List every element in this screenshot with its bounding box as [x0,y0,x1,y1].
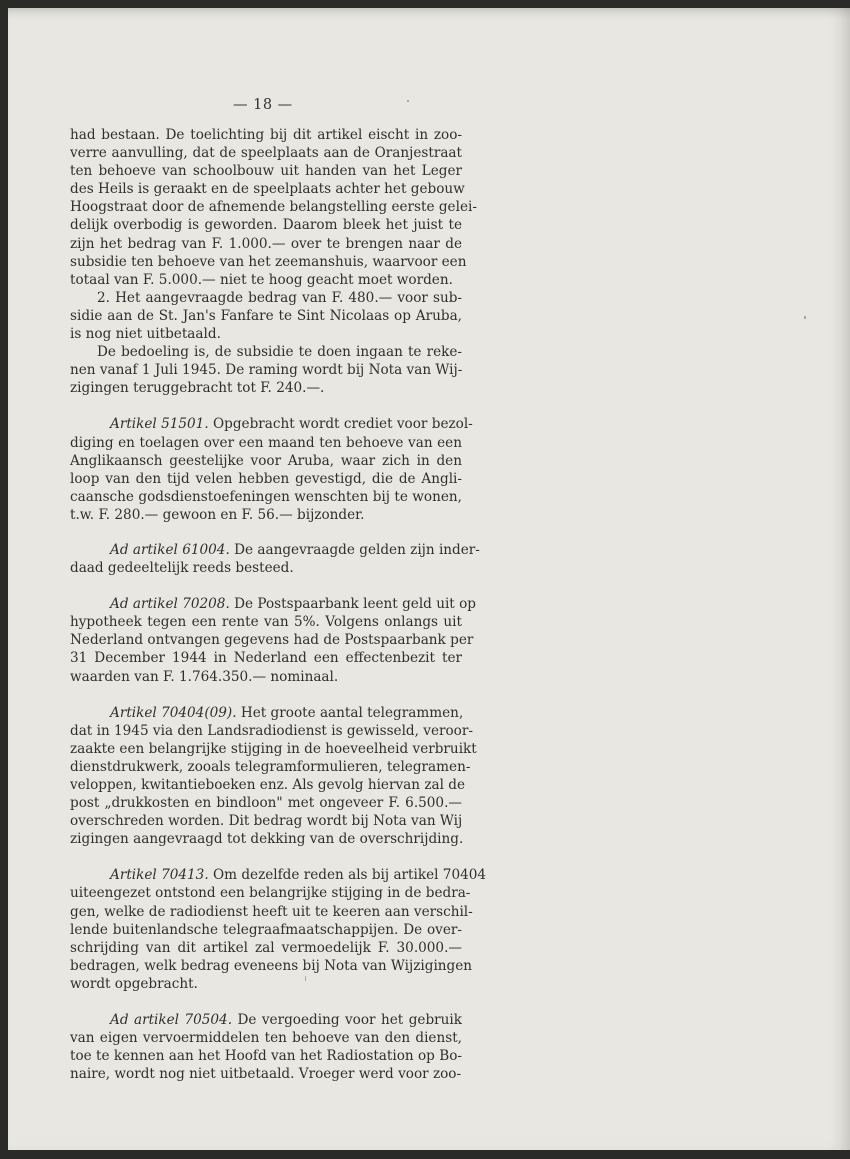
text-line: sidie aan de St. Jan's Fanfare te Sint Nicolaas op Aruba, [70,307,462,324]
text-line: dat in 1945 via den Landsradiodienst is gewisseld, veroor- [70,722,473,739]
section-lead: De vergoeding voor het gebruik [237,1012,462,1029]
text-line: 31 December 1944 in Nederland een effectenbezit ter [70,650,462,667]
text-line: lende buitenlandsche telegraafmaatschappijen. De over- [70,921,462,938]
text-line: van eigen vervoermiddelen ten behoeve van den dienst, [70,1030,462,1047]
text-line: dienstdrukwerk, zooals telegramformulieren, telegramen- [70,758,471,775]
section-ad-artikel-70504 [70,1011,462,1083]
section-title: Artikel 51501. [110,416,209,433]
text-line: 2. Het aangevraagde bedrag van F. 480.— voor sub- [97,289,462,306]
paper-speck [804,316,806,319]
text-line: bedragen, welk bedrag eveneens bij Nota van Wijzigingen [70,957,473,974]
section-artikel-51501 [70,415,473,524]
text-line: had bestaan. De toelichting bij dit artikel eischt in zoo- [70,127,462,143]
text-line: Hoogstraat door de afnemende belangstelling eerste gelei- [70,199,477,216]
text-line: des Heils is geraakt en de speelplaats achter het gebouw [70,181,465,198]
section-lead: Het groote aantal telegrammen, [240,704,464,721]
text-line: Anglikaansch geestelijke voor Aruba, waar zich in den [70,452,462,469]
text-line: subsidie ten behoeve van het zeemanshuis, waarvoor een [70,253,467,270]
text-line: delijk overbodig is geworden. Daarom bleek het juist te [70,217,462,234]
paragraph-intro [70,126,477,289]
text-line [70,1011,462,1029]
text-line: toe te kennen aan het Hoofd van het Radiostation op Bo- [70,1048,462,1065]
text-line: diging en toelagen over een maand ten behoeve van een [70,434,462,451]
section-title: Ad artikel 70208. [110,596,230,613]
paper-speck [305,976,306,981]
text-line: post „drukkosten en bindloon" met ongeveer F. 6.500.— [70,795,462,812]
text-line: zigingen aangevraagd tot dekking van de overschrijding. [70,831,464,848]
text-line: nen vanaf 1 Juli 1945. De raming wordt bij Nota van Wij- [70,362,463,379]
page-number: — 18 — [233,97,293,113]
text-line: is nog niet uitbetaald. [70,326,221,343]
text-line: t.w. F. 280.— gewoon en F. 56.— bijzonder. [70,506,365,523]
text-line [70,704,462,722]
text-line: naire, wordt nog niet uitbetaald. Vroeger werd voor zoo- [70,1066,462,1083]
spacer [70,524,462,541]
section-title: Ad artikel 61004. [110,541,230,558]
text-line: uiteengezet ontstond een belangrijke stijging in de bedra- [70,885,471,902]
section-artikel-70413 [70,866,487,993]
text-line: zijn het bedrag van F. 1.000.— over te brengen naar de [70,235,462,252]
text-line: caansche godsdienstoefeningen wenschten bij te wonen, [70,488,462,505]
text-line: veloppen, kwitantieboeken enz. Als gevolg hiervan zal de [70,777,466,793]
text-line: zaakte een belangrijke stijging in de hoeveelheid verbruikt [70,740,477,757]
section-ad-artikel-61004 [70,541,480,577]
text-line [70,541,480,559]
text-line: hypotheek tegen een rente van 5%. Volgens onlangs uit [70,614,462,631]
section-ad-artikel-70208 [70,595,476,685]
paragraph-item-2 [70,289,462,343]
text-line [70,415,473,433]
text-line: waarden van F. 1.764.350.— nominaal. [70,668,339,685]
paragraph-subsidie [70,343,462,397]
text-line: ten behoeve van schoolbouw uit handen van het Leger [70,163,462,180]
text-line: totaal van F. 5.000.— niet te hoog geacht moet worden. [70,271,453,288]
section-lead: Opgebracht wordt crediet voor bezol- [212,416,473,433]
section-lead: Om dezelfde reden als bij artikel 70404 [212,867,487,884]
section-title: Artikel 70404(09). [110,704,237,721]
text-line: schrijding van dit artikel zal vermoedelijk F. 30.000.— [70,939,462,956]
spacer [70,848,462,866]
section-title: Ad artikel 70504. [110,1012,233,1029]
text-line: daad gedeeltelijk reeds besteed. [70,560,294,577]
text-line: loop van den tijd velen hebben gevestigd, die de Angli- [70,470,462,487]
spacer [70,397,462,415]
text-line: Nederland ontvangen gegevens had de Postspaarbank per [70,632,474,649]
text-line: gen, welke de radiodienst heeft uit te keeren aan verschil- [70,903,473,920]
text-line [70,866,487,884]
document-page [8,8,850,1150]
section-lead: De Postspaarbank leent geld uit op [234,596,476,613]
paper-speck [407,100,409,102]
text-line: wordt opgebracht. [70,975,198,992]
section-title: Artikel 70413. [110,867,209,884]
text-line: zigingen teruggebracht tot F. 240.—. [70,380,325,397]
text-line: De bedoeling is, de subsidie te doen ingaan te reke- [97,344,462,361]
body-text [70,126,487,1083]
text-line: overschreden worden. Dit bedrag wordt bij Nota van Wij [70,813,463,830]
spacer [70,993,462,1011]
spacer [70,686,462,704]
text-line [70,595,476,613]
section-artikel-70404 [70,704,477,849]
text-line: verre aanvulling, dat de speelplaats aan de Oranjestraat [70,145,462,162]
section-lead: De aangevraagde gelden zijn inder- [234,541,480,558]
spacer [70,577,462,595]
